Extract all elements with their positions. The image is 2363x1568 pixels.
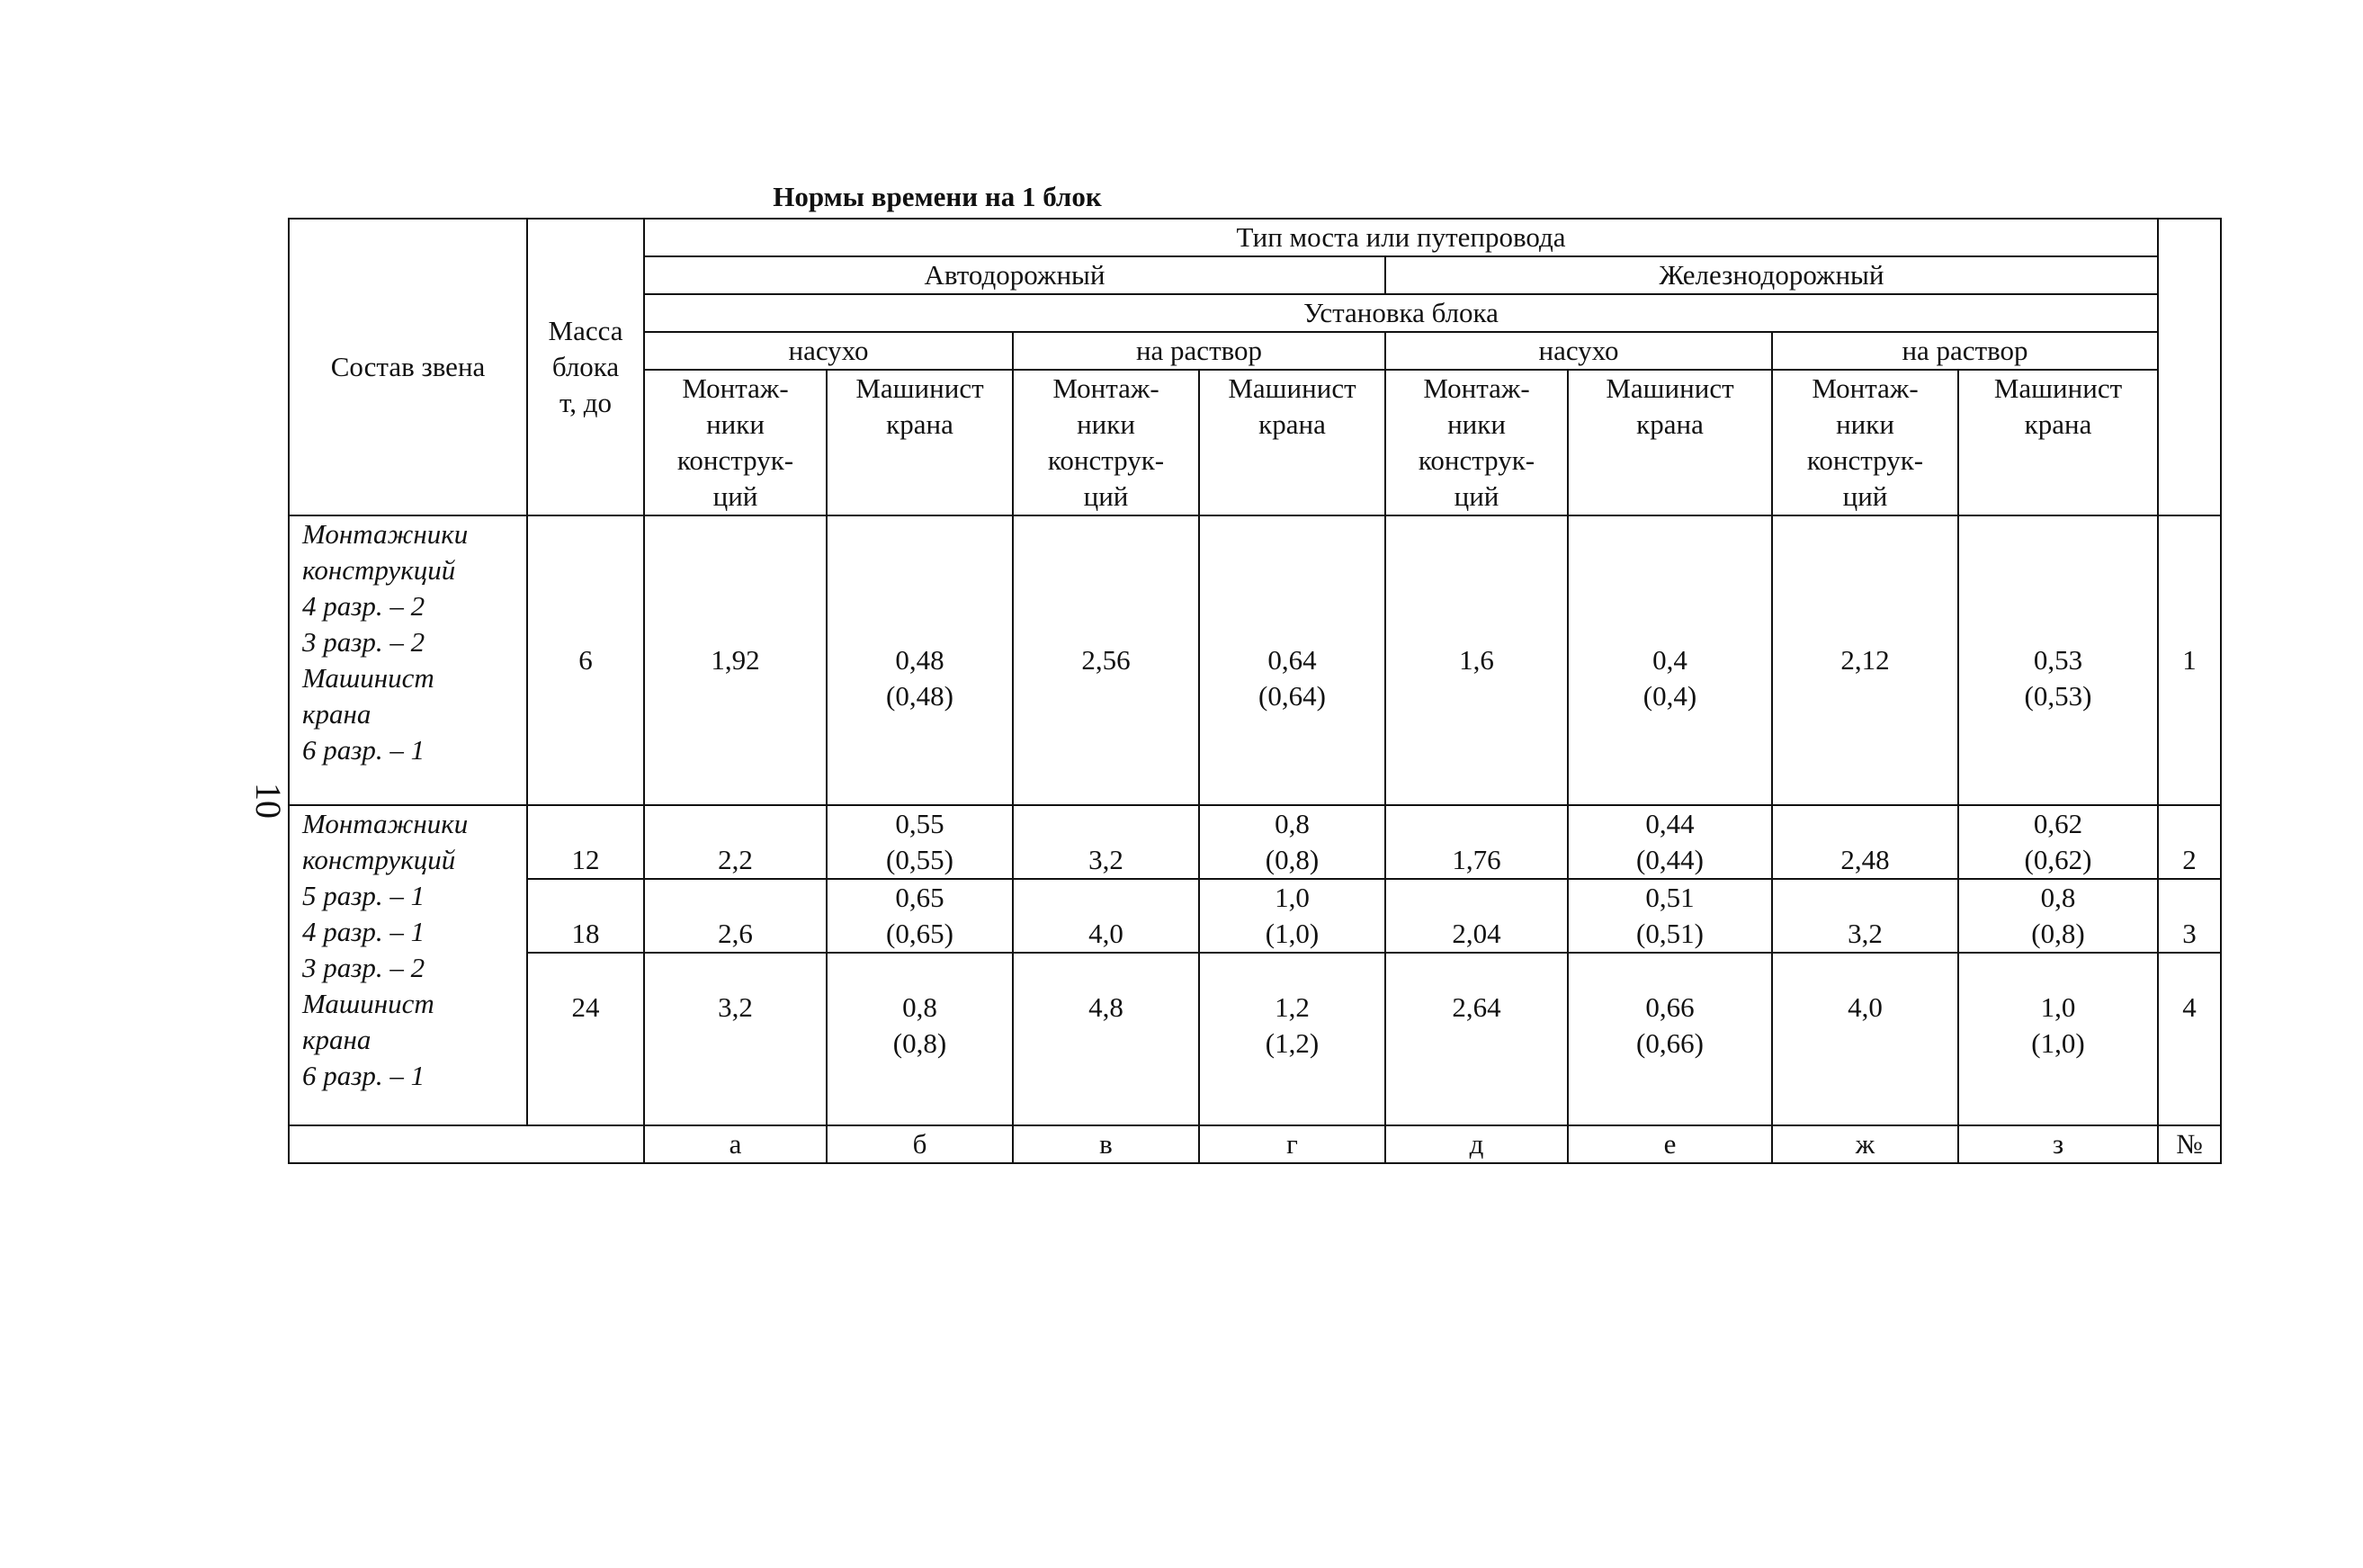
column-letter: г: [1199, 1125, 1385, 1163]
row-number: 2: [2158, 805, 2221, 879]
row-number: 1: [2158, 515, 2221, 805]
mass-cell: 6: [527, 515, 644, 805]
column-letter: б: [827, 1125, 1013, 1163]
road-header: Автодорожный: [644, 256, 1385, 294]
column-letter: д: [1385, 1125, 1568, 1163]
table-row: [289, 515, 2221, 805]
mass-cell: 24: [527, 953, 644, 1125]
value-cell: 1,0 (1,0): [1199, 879, 1385, 953]
value-cell: 1,2 (1,2): [1199, 953, 1385, 1125]
value-cell: 0,8 (0,8): [827, 953, 1013, 1125]
value-cell: 1,92: [644, 515, 827, 805]
rail-mortar-header: на раствор: [1772, 332, 2158, 370]
value-cell: 4,0: [1772, 953, 1958, 1125]
value-cell: 2,56: [1013, 515, 1199, 805]
value-cell: 4,0: [1013, 879, 1199, 953]
column-letter: в: [1013, 1125, 1199, 1163]
col-g-header: Машинист крана: [1199, 370, 1385, 515]
value-cell: 1,76: [1385, 805, 1568, 879]
column-letter: е: [1568, 1125, 1772, 1163]
col-z-header: Машинист крана: [1958, 370, 2158, 515]
col-e-header: Машинист крана: [1568, 370, 1772, 515]
mass-header: Масса блока т, до: [527, 219, 644, 515]
letters-empty-cell: [289, 1125, 644, 1163]
column-letter: з: [1958, 1125, 2158, 1163]
rail-dry-header: насухо: [1385, 332, 1772, 370]
col-b-header: Машинист крана: [827, 370, 1013, 515]
value-cell: 3,2: [644, 953, 827, 1125]
col-v-header: Монтаж- ники конструк- ций: [1013, 370, 1199, 515]
table-title: Нормы времени на 1 блок: [773, 181, 1102, 212]
header-row-1: [289, 219, 2221, 256]
value-cell: 2,48: [1772, 805, 1958, 879]
value-cell: 2,12: [1772, 515, 1958, 805]
composition-header: Состав звена: [289, 219, 527, 515]
value-cell: 0,55 (0,55): [827, 805, 1013, 879]
value-cell: 3,2: [1772, 879, 1958, 953]
value-cell: 0,4 (0,4): [1568, 515, 1772, 805]
value-cell: 0,51 (0,51): [1568, 879, 1772, 953]
mass-cell: 12: [527, 805, 644, 879]
page-number: 10: [248, 783, 289, 819]
number-header-empty: [2158, 219, 2221, 515]
value-cell: 2,64: [1385, 953, 1568, 1125]
col-d-header: Монтаж- ники конструк- ций: [1385, 370, 1568, 515]
value-cell: 0,44 (0,44): [1568, 805, 1772, 879]
number-sign: №: [2158, 1125, 2221, 1163]
row-number: 3: [2158, 879, 2221, 953]
table-row: [289, 953, 2221, 1125]
value-cell: 0,65 (0,65): [827, 879, 1013, 953]
value-cell: 0,66 (0,66): [1568, 953, 1772, 1125]
col-a-header: Монтаж- ники конструк- ций: [644, 370, 827, 515]
column-letter: ж: [1772, 1125, 1958, 1163]
mass-cell: 18: [527, 879, 644, 953]
value-cell: 0,8 (0,8): [1958, 879, 2158, 953]
time-norms-table: [288, 218, 2222, 1164]
value-cell: 2,6: [644, 879, 827, 953]
rail-header: Железнодорожный: [1385, 256, 2158, 294]
value-cell: 0,62 (0,62): [1958, 805, 2158, 879]
road-dry-header: насухо: [644, 332, 1013, 370]
table-row: [289, 879, 2221, 953]
value-cell: 4,8: [1013, 953, 1199, 1125]
table-row: [289, 805, 2221, 879]
value-cell: 0,8 (0,8): [1199, 805, 1385, 879]
col-zh-header: Монтаж- ники конструк- ций: [1772, 370, 1958, 515]
value-cell: 0,64 (0,64): [1199, 515, 1385, 805]
value-cell: 1,6: [1385, 515, 1568, 805]
composition-cell: Монтажники конструкций 5 разр. – 1 4 разр. – 1 3 разр. – 2 Машинист крана 6 разр. – 1: [289, 805, 527, 1125]
road-mortar-header: на раствор: [1013, 332, 1385, 370]
value-cell: 1,0 (1,0): [1958, 953, 2158, 1125]
column-letter: а: [644, 1125, 827, 1163]
value-cell: 3,2: [1013, 805, 1199, 879]
value-cell: 0,48 (0,48): [827, 515, 1013, 805]
value-cell: 2,04: [1385, 879, 1568, 953]
composition-cell: Монтажники конструкций 4 разр. – 2 3 разр. – 2 Машинист крана 6 разр. – 1: [289, 515, 527, 805]
value-cell: 0,53 (0,53): [1958, 515, 2158, 805]
value-cell: 2,2: [644, 805, 827, 879]
installation-header: Установка блока: [644, 294, 2158, 332]
row-number: 4: [2158, 953, 2221, 1125]
column-letters-row: [289, 1125, 2221, 1163]
bridge-type-header: Тип моста или путепровода: [644, 219, 2158, 256]
